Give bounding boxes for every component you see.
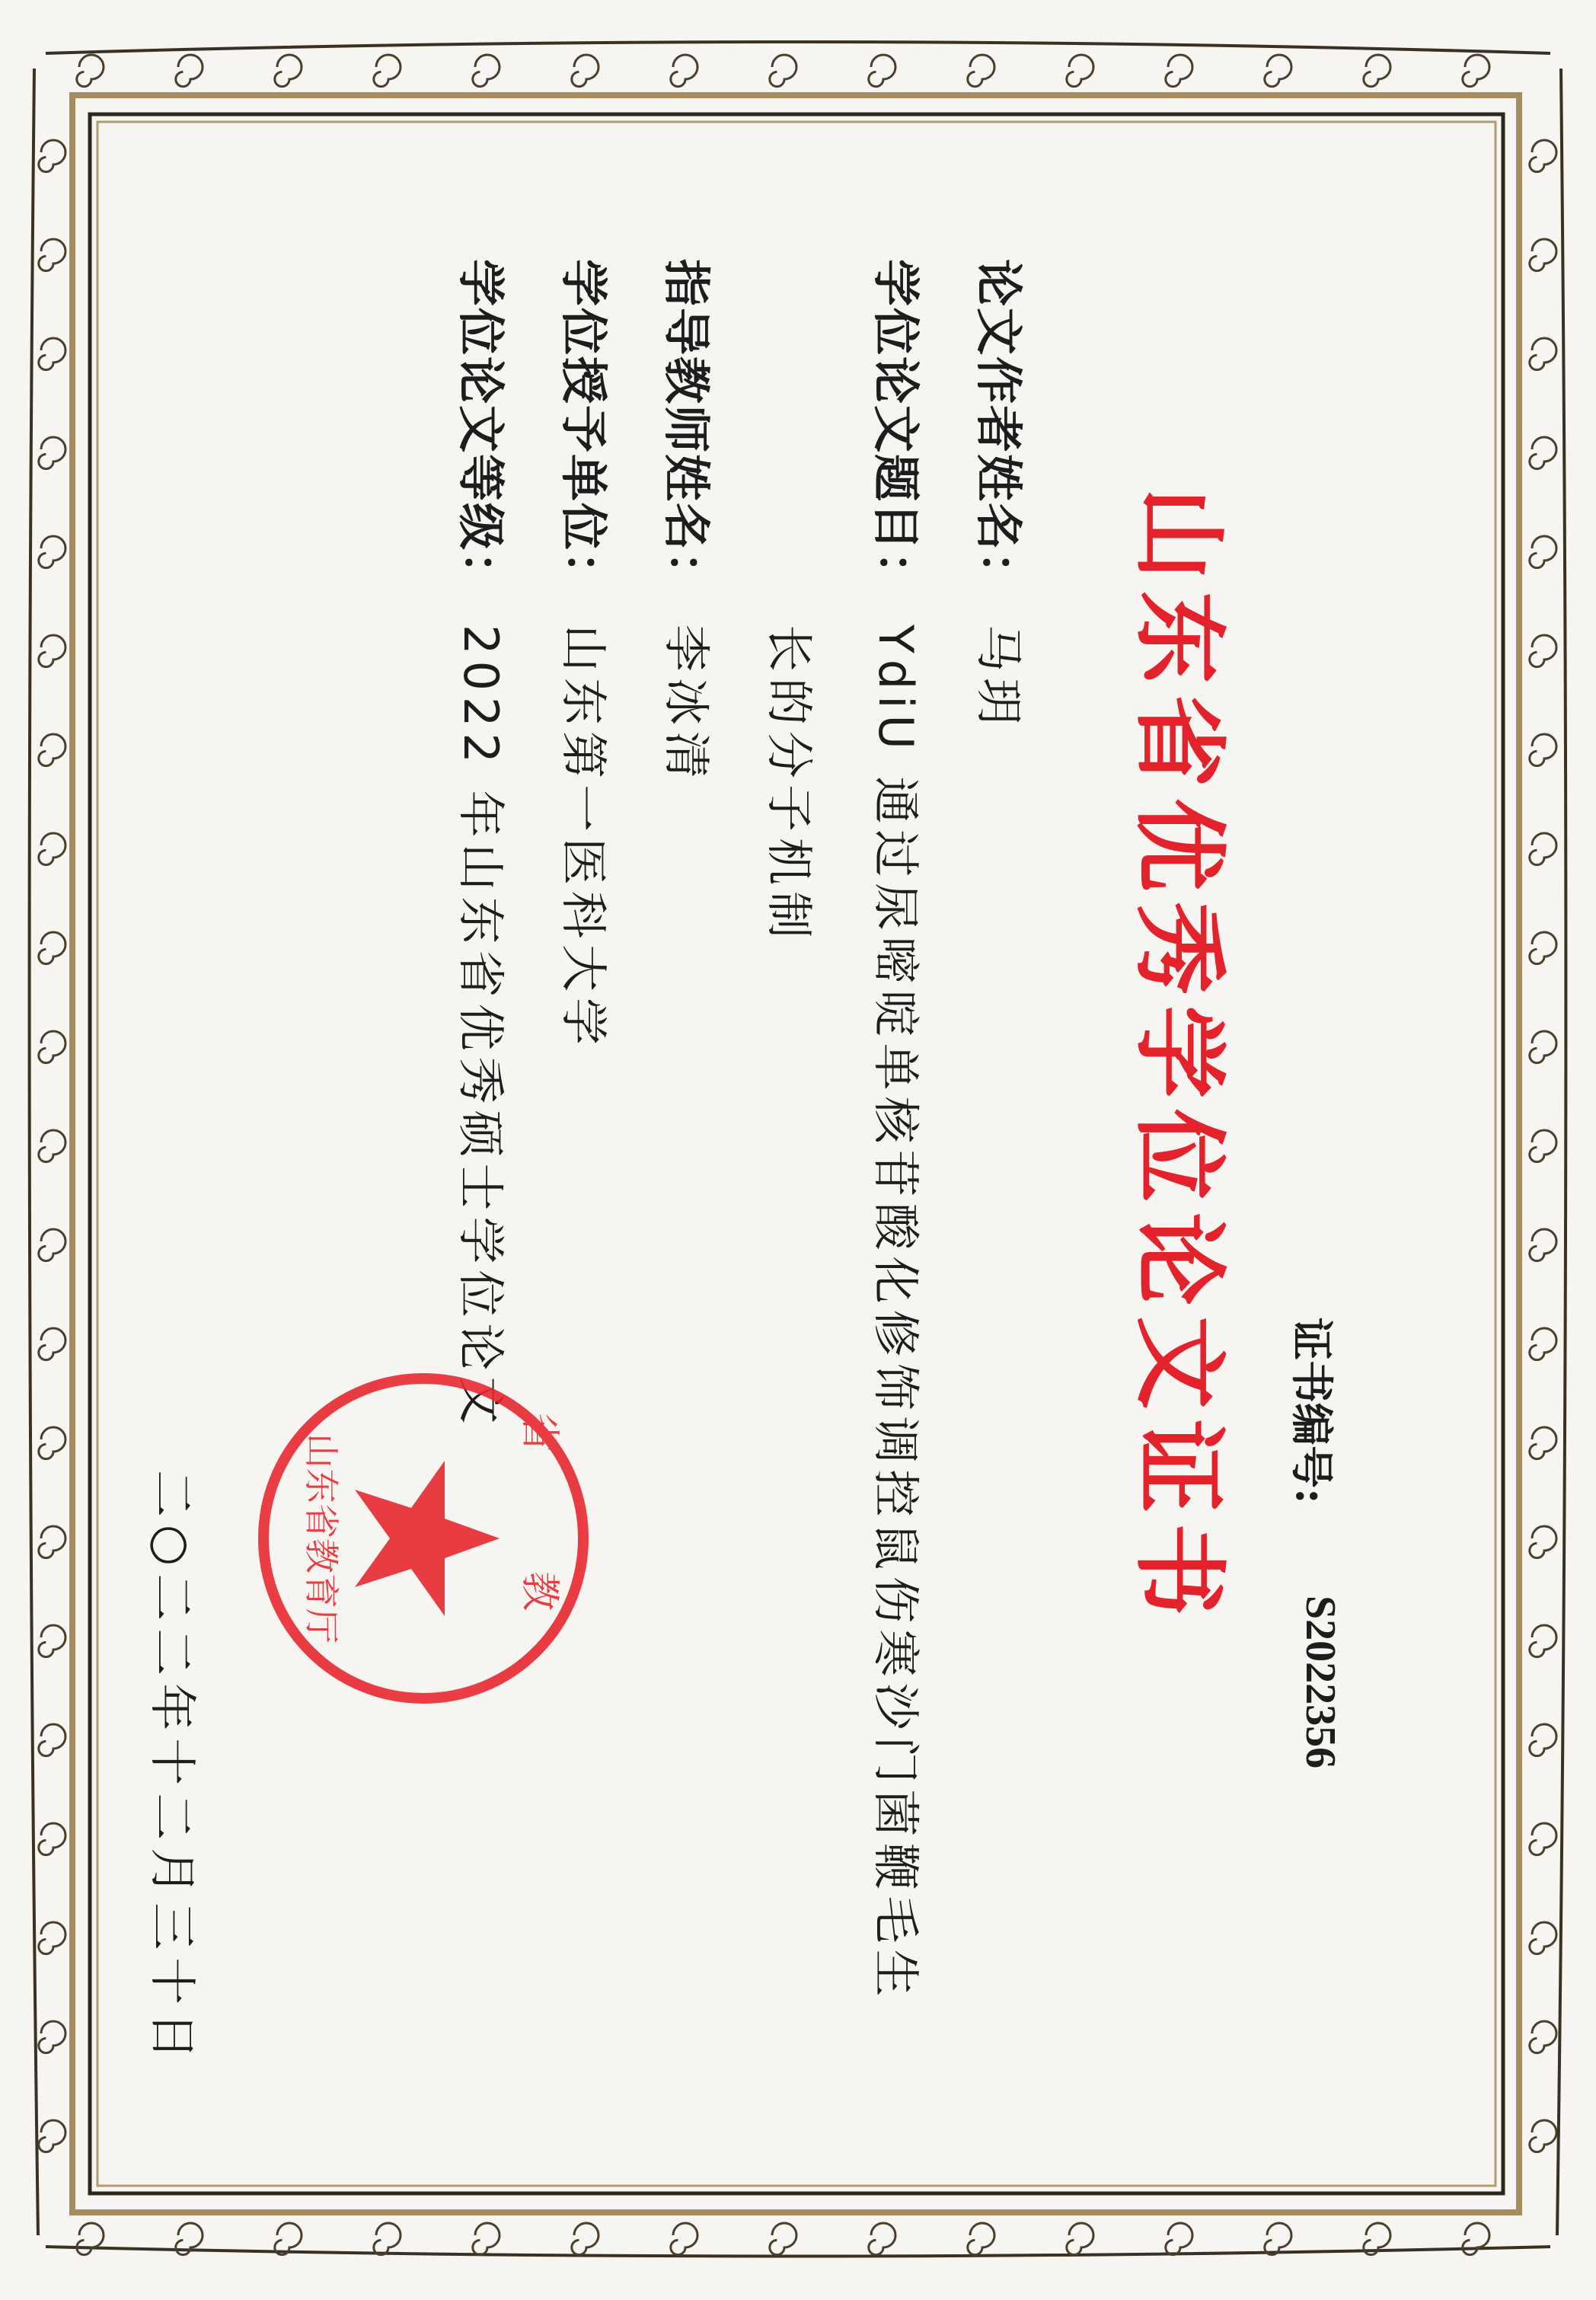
degree-unit-label: 学位授予单位： xyxy=(556,259,611,601)
seal-arc-text: 省 教 xyxy=(516,1412,562,1665)
certificate-number: S2022356 xyxy=(1297,1596,1344,1769)
author-name-value: 马玥 xyxy=(971,625,1026,732)
thesis-grade-value: 2022 年山东省优秀硕士学位论文 xyxy=(453,625,509,1430)
degree-unit-value: 山东第一医科大学 xyxy=(556,625,611,1052)
thesis-title-value-continued: 长的分子机制 xyxy=(761,625,817,945)
thesis-grade-label: 学位论文等级： xyxy=(453,259,509,601)
advisor-name-label: 指导教师姓名： xyxy=(659,259,714,601)
author-name-label: 论文作者姓名： xyxy=(971,259,1026,601)
seal-star-icon xyxy=(355,1461,500,1616)
seal-inner-text: 山东省教育厅 xyxy=(301,1433,342,1644)
official-seal xyxy=(233,1348,614,1729)
certificate-number-label: 证书编号: xyxy=(1286,1318,1336,1504)
thesis-title-value: YdiU 通过尿嘧啶单核苷酸化修饰调控鼠伤寒沙门菌鞭毛生 xyxy=(868,625,924,2003)
advisor-name-value: 李冰清 xyxy=(659,625,714,785)
thesis-title-label: 学位论文题目： xyxy=(868,259,924,601)
issue-date: 二○二二年十二月三十日 xyxy=(145,1470,200,2068)
certificate-title: 山东省优秀学位论文证书 xyxy=(1125,487,1233,1627)
